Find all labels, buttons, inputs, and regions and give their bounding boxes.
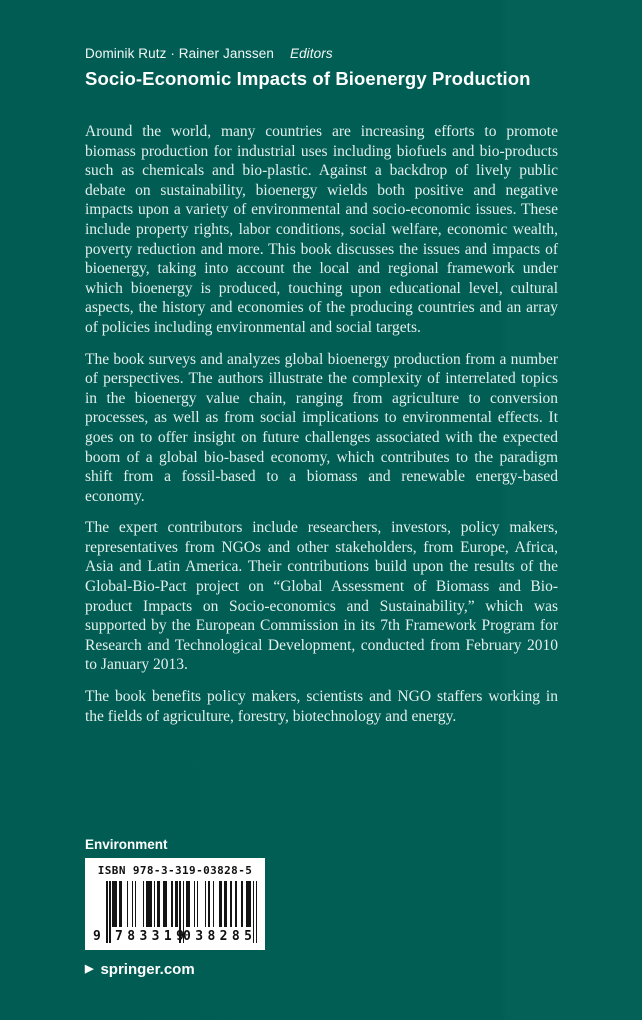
isbn-number: ISBN 978-3-319-03828-5 xyxy=(97,864,253,877)
publisher-line xyxy=(85,961,195,978)
back-cover-blurb xyxy=(85,122,558,726)
cover-content xyxy=(85,46,558,738)
ean-right-digits: 038285 xyxy=(183,929,257,944)
blurb-paragraph-4: The book benefits policy makers, scientists and NGO staffers working in the fields of agriculture, forestry, biotechnology and energy. xyxy=(85,688,558,725)
series-label: Environment xyxy=(85,837,168,852)
blurb-paragraph-3: The expert contributors include researchers, investors, policy makers, representatives from NGOs and other stakeholders, from Europe, Africa, Asia and Latin America. Their contributions build upon the results of the Global-Bio-Pact project on “Global Assessment of Biomass and Bio-product Impacts on Socio-economics and Sustainability,” which was supported by the European Commission in its 7th Framework Program for Research and Technological Development, conducted from February 2010 to January 2013. xyxy=(85,519,558,674)
book-title: Socio-Economic Impacts of Bioenergy Production xyxy=(85,68,531,89)
arrow-right-icon: ▶ xyxy=(85,963,94,975)
isbn-barcode-box xyxy=(85,858,265,950)
ean-lead-digit: 9 xyxy=(93,929,101,944)
blurb-paragraph-2: The book surveys and analyzes global bioenergy production from a number of perspectives. The authors illustrate the complexity of interrelated topics in the bioenergy value chain, ranging from agriculture to conversion processes, as well as from social implications to environmental effects. It goes on to offer insight on future challenges associated with the expected boom of a global bio-based economy, which contributes to the paradigm shift from a fossil-based to a biomass and renewable energy-based economy. xyxy=(85,350,558,505)
editor-names: Dominik Rutz · Rainer Janssen xyxy=(85,46,274,61)
ean-barcode-digits xyxy=(92,929,258,944)
editors-role-label: Editors xyxy=(289,46,333,61)
publisher-url: springer.com xyxy=(100,961,195,978)
blurb-paragraph-1: Around the world, many countries are increasing efforts to promote biomass production for industrial uses including biofuels and bio-products such as chemicals and bio-plastic. Against a backdrop of lively public debate on sustainability, bioenergy wields both positive and negative impacts upon a variety of environmental and socio-economic issues. These include property rights, labor conditions, social welfare, economic wealth, poverty reduction and more. This book discusses the issues and impacts of bioenergy, taking into account the local and regional framework under which bioenergy is produced, touching upon educational level, cultural aspects, the history and economies of the producing countries and an array of policies including environmental and social targets. xyxy=(85,123,558,336)
ean-left-digits: 783319 xyxy=(115,929,189,944)
ean13-barcode xyxy=(92,881,258,944)
editors-line xyxy=(85,46,558,61)
